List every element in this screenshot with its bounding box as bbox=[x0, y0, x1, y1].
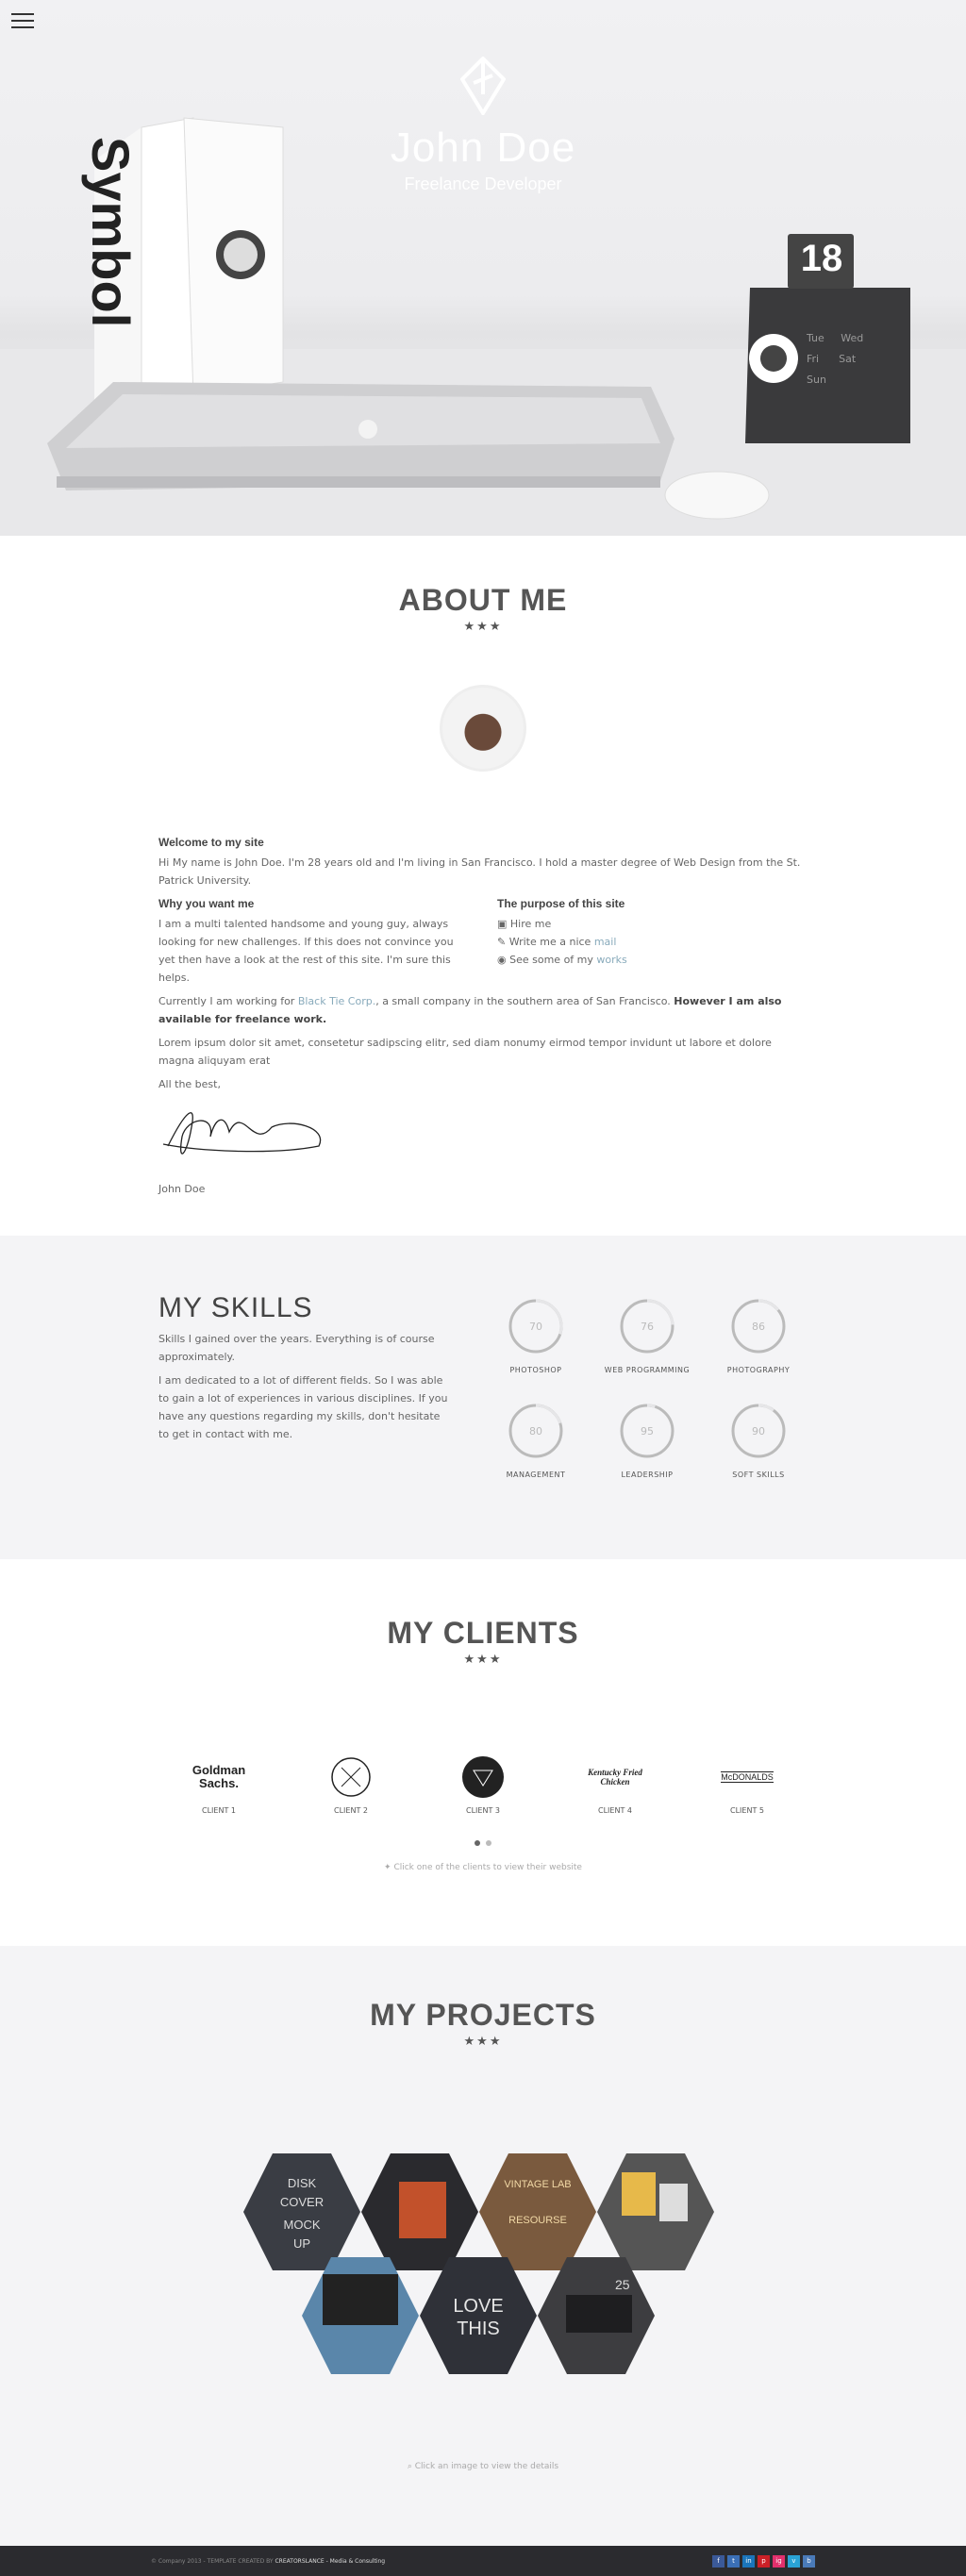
goldman-sachs-logo[interactable] bbox=[186, 1753, 252, 1801]
footer-copyright bbox=[151, 2558, 385, 2565]
signature-name: John Doe bbox=[158, 1183, 206, 1195]
freelance-note: However I am also available for freelance work. bbox=[158, 995, 782, 1025]
section-title: MY CLIENTS bbox=[387, 1616, 579, 1650]
skills-detail: I am dedicated to a lot of different fields. So I was able to gain a lot of experiences in various disciplines. If you have any questions regarding my skills, don't hesitate to get in contact with me. bbox=[158, 1374, 448, 1440]
purpose-text: Hire me bbox=[509, 918, 552, 930]
linkedin-icon[interactable]: in bbox=[742, 2555, 755, 2568]
section-title: ABOUT ME bbox=[398, 583, 568, 617]
skill-item bbox=[598, 1298, 696, 1374]
project-hex-business-card[interactable] bbox=[538, 2257, 655, 2374]
client-label: CLIENT 3 bbox=[466, 1806, 500, 1815]
skill-ring bbox=[730, 1298, 787, 1354]
hex-text: LOVE bbox=[453, 2296, 504, 2317]
hex-text: VINTAGE LAB bbox=[504, 2179, 572, 2190]
eye-icon: ◉ bbox=[497, 954, 510, 966]
skill-item bbox=[598, 1403, 696, 1479]
skill-value: 76 bbox=[641, 1320, 654, 1333]
skill-ring bbox=[508, 1403, 564, 1459]
stars-divider-icon: ★★★ bbox=[463, 1653, 503, 1667]
hint-text: Click one of the clients to view their website bbox=[393, 1863, 582, 1872]
working-prefix: Currently I am working for bbox=[158, 995, 298, 1007]
skill-label: SOFT SKILLS bbox=[732, 1471, 785, 1479]
why-heading: Why you want me bbox=[158, 897, 255, 910]
skill-label: LEADERSHIP bbox=[621, 1471, 674, 1479]
vimeo-icon[interactable]: v bbox=[788, 2555, 800, 2568]
client-label: CLIENT 1 bbox=[202, 1806, 236, 1815]
skill-item bbox=[709, 1403, 808, 1479]
behance-icon[interactable]: b bbox=[803, 2555, 815, 2568]
working-text bbox=[158, 992, 808, 1028]
brand-logo-icon[interactable] bbox=[460, 57, 506, 115]
client-label: CLIENT 4 bbox=[598, 1806, 632, 1815]
skill-ring bbox=[619, 1403, 675, 1459]
projects-hint bbox=[0, 2462, 966, 2471]
signature-image bbox=[158, 1099, 338, 1167]
welcome-heading: Welcome to my site bbox=[158, 836, 264, 849]
skill-ring bbox=[619, 1298, 675, 1354]
mcdonalds-logo[interactable] bbox=[714, 1753, 780, 1801]
hex-text: DISK bbox=[287, 2176, 317, 2190]
client-label: CLIENT 5 bbox=[730, 1806, 764, 1815]
skills-grid bbox=[487, 1298, 808, 1479]
why-text: I am a multi talented handsome and young guy, always looking for new challenges. If this does not convince you yet then have a look at the rest of this site. I'm sure this helps. bbox=[158, 918, 454, 984]
project-hex-macbook[interactable] bbox=[302, 2257, 419, 2374]
hex-text: MOCK bbox=[283, 2218, 321, 2232]
calendar-days bbox=[807, 328, 863, 391]
briefcase-icon: ▣ bbox=[497, 918, 510, 930]
carousel-dot[interactable] bbox=[475, 1840, 480, 1846]
hero-subtitle: Freelance Developer bbox=[404, 175, 562, 193]
section-title: MY PROJECTS bbox=[370, 1998, 596, 2032]
skills-section bbox=[0, 1236, 966, 1559]
skill-value: 80 bbox=[529, 1424, 542, 1438]
stars-divider-icon: ★★★ bbox=[463, 620, 503, 634]
skill-value: 86 bbox=[752, 1320, 765, 1333]
hint-text: Click an image to view the details bbox=[414, 2462, 559, 2471]
skill-label: PHOTOGRAPHY bbox=[726, 1366, 791, 1374]
footer bbox=[0, 2546, 966, 2576]
skill-ring bbox=[730, 1403, 787, 1459]
copyright-text: © Company 2013 - TEMPLATE CREATED BY bbox=[151, 2557, 275, 2565]
works-link[interactable]: works bbox=[596, 954, 627, 966]
client-item[interactable] bbox=[186, 1753, 252, 1815]
avatar bbox=[440, 685, 526, 772]
hero-name: John Doe bbox=[390, 125, 576, 171]
hex-text: THIS bbox=[457, 2318, 500, 2339]
purpose-text: Write me a nice bbox=[508, 936, 594, 948]
projects-hex-gallery bbox=[243, 2153, 724, 2399]
twitter-icon[interactable]: t bbox=[727, 2555, 740, 2568]
skill-item bbox=[487, 1403, 585, 1479]
company-link[interactable]: Black Tie Corp. bbox=[297, 995, 376, 1007]
skill-value: 90 bbox=[752, 1424, 765, 1438]
logo-text: Goldman Sachs. bbox=[192, 1763, 246, 1790]
intro-text: Hi My name is John Doe. I'm 28 years old and I'm living in San Francisco. I hold a master degree of Web Design from the St. Patrick University. bbox=[158, 856, 801, 887]
client-2-logo[interactable] bbox=[318, 1753, 384, 1801]
client-item[interactable] bbox=[582, 1753, 648, 1815]
clients-section bbox=[0, 1559, 966, 1946]
calendar-day: Tue bbox=[807, 332, 824, 344]
logo-text: Kentucky Fried Chicken bbox=[588, 1768, 642, 1787]
skill-ring bbox=[508, 1298, 564, 1354]
client-item[interactable] bbox=[318, 1753, 384, 1815]
carousel-dot[interactable] bbox=[486, 1840, 491, 1846]
purpose-item bbox=[497, 933, 808, 951]
hero bbox=[0, 0, 966, 536]
clients-carousel bbox=[0, 1753, 966, 1815]
lightbulb-icon: ✦ bbox=[384, 1863, 394, 1872]
about-section bbox=[0, 536, 966, 1236]
creator-link[interactable]: CREATORSLANCE - Media & Consulting bbox=[275, 2557, 386, 2565]
hamburger-menu-icon[interactable] bbox=[11, 13, 34, 30]
clients-hint bbox=[0, 1863, 966, 1872]
hex-text: COVER bbox=[279, 2195, 325, 2209]
skill-label: MANAGEMENT bbox=[506, 1471, 566, 1479]
calendar-day: Wed bbox=[841, 332, 864, 344]
calendar-day: Sat bbox=[839, 353, 857, 365]
project-hex-love-this[interactable] bbox=[420, 2257, 537, 2374]
kfc-logo[interactable] bbox=[582, 1753, 648, 1801]
skill-label: PHOTOSHOP bbox=[509, 1366, 562, 1374]
section-title: MY SKILLS bbox=[158, 1292, 313, 1323]
client-label: CLIENT 2 bbox=[334, 1806, 368, 1815]
purpose-item bbox=[497, 951, 808, 969]
projects-section bbox=[0, 1946, 966, 2546]
project-hex-disk-cover[interactable] bbox=[243, 2153, 360, 2270]
skill-item bbox=[709, 1298, 808, 1374]
client-3-logo[interactable] bbox=[450, 1753, 516, 1801]
pinterest-icon[interactable]: p bbox=[758, 2555, 770, 2568]
skill-value: 95 bbox=[641, 1424, 654, 1438]
skill-item bbox=[487, 1298, 585, 1374]
logo-text: McDONALDS bbox=[721, 1772, 774, 1782]
purpose-heading: The purpose of this site bbox=[497, 897, 625, 910]
project-hex-stationery[interactable] bbox=[597, 2153, 714, 2270]
pencil-icon: ✎ bbox=[497, 936, 509, 948]
hex-text: UP bbox=[292, 2236, 311, 2251]
lorem-text: Lorem ipsum dolor sit amet, consetetur sadipscing elitr, sed diam nonumy eirmod tempor invidunt ut labore et dolore magna aliquyam erat bbox=[158, 1037, 772, 1067]
skills-intro: Skills I gained over the years. Everything is of course approximately. bbox=[158, 1333, 435, 1363]
carousel-dots bbox=[0, 1832, 966, 1850]
calendar-number: 18 bbox=[800, 238, 843, 279]
purpose-text: See some of my bbox=[509, 954, 597, 966]
skill-value: 70 bbox=[529, 1320, 542, 1333]
hex-text: RESOURSE bbox=[508, 2215, 567, 2226]
purpose-item bbox=[497, 915, 808, 933]
stars-divider-icon: ★★★ bbox=[463, 2035, 503, 2049]
calendar-day: Fri bbox=[807, 353, 820, 365]
project-hex-mobile-app[interactable] bbox=[361, 2153, 478, 2270]
hex-text: 25 bbox=[615, 2277, 630, 2292]
mail-link[interactable]: mail bbox=[593, 936, 617, 948]
calendar-day: Sun bbox=[807, 374, 826, 386]
working-mid: , a small company in the southern area of San Francisco. bbox=[375, 995, 675, 1007]
facebook-icon[interactable]: f bbox=[712, 2555, 724, 2568]
about-body bbox=[158, 834, 808, 1198]
book-title: Symbol bbox=[81, 137, 141, 328]
client-item[interactable] bbox=[450, 1753, 516, 1815]
social-links bbox=[712, 2555, 815, 2568]
client-item[interactable] bbox=[714, 1753, 780, 1815]
skill-label: WEB PROGRAMMING bbox=[604, 1366, 691, 1374]
search-icon: ⌕ bbox=[407, 2462, 415, 2471]
closing-text: All the best, bbox=[158, 1078, 221, 1090]
project-hex-vintage-lab[interactable] bbox=[479, 2153, 596, 2270]
instagram-icon[interactable]: ig bbox=[773, 2555, 785, 2568]
